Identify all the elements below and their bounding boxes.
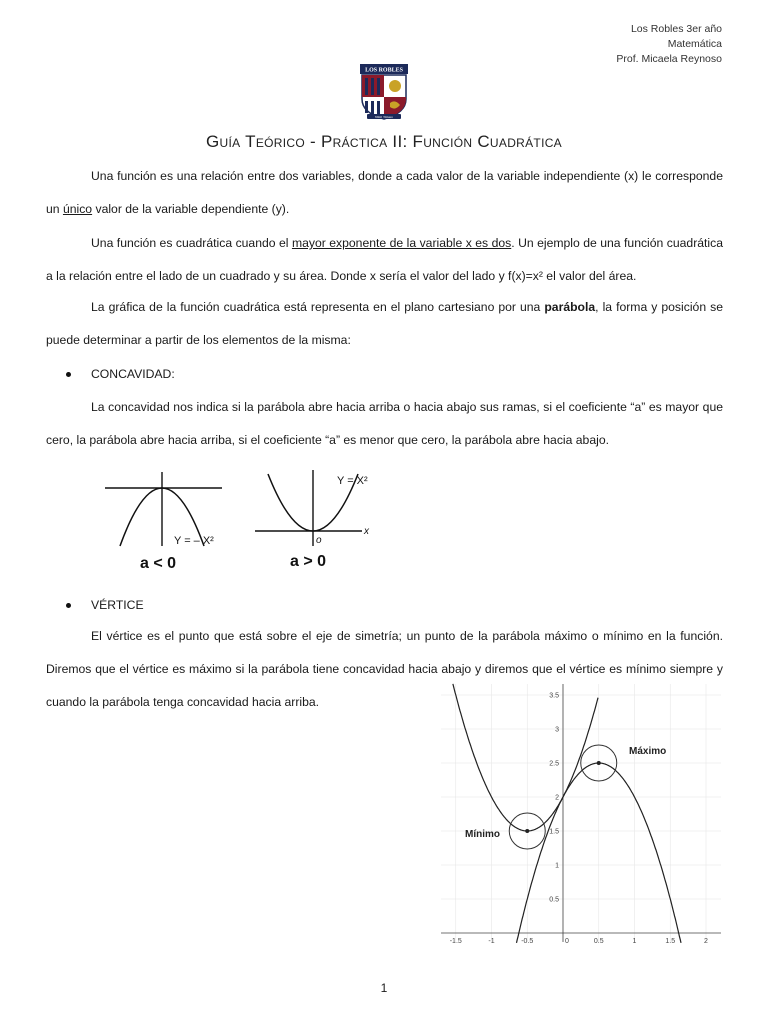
intro-p1-text-b: valor de la variable dependiente (y). <box>92 202 290 216</box>
parabola-up-diagram <box>255 470 370 570</box>
maximum-point <box>597 761 601 765</box>
vertice-heading: VÉRTICE <box>91 598 144 612</box>
vertice-bullet <box>66 598 144 612</box>
y-tick-label: 2 <box>555 794 559 802</box>
upward-parabola-curve <box>453 684 598 831</box>
page-number: 1 <box>380 981 388 995</box>
concavidad-heading: CONCAVIDAD: <box>91 367 175 381</box>
header-subject: Matemática <box>667 38 722 50</box>
right-equation-label: Y = X² <box>337 475 368 487</box>
y-tick-label: 3 <box>555 726 559 734</box>
graph-x-ticks <box>450 938 708 945</box>
x-tick-label: -0.5 <box>521 938 534 945</box>
intro-p1-text-a: Una función es una relación entre dos variables, donde a cada valor de la variable independiente (x) le corresponde un <box>46 169 723 216</box>
intro-p2-underlined: mayor exponente de la variable x es dos <box>291 236 512 250</box>
header-school-year: Los Robles 3er año <box>630 23 722 35</box>
intro-paragraph-1 <box>46 160 723 226</box>
y-tick-label: 1.5 <box>549 828 559 836</box>
graph-y-ticks <box>549 693 559 904</box>
concavity-figure <box>100 468 370 576</box>
right-origin-label: o <box>316 535 322 546</box>
intro-p1-underlined: único <box>62 202 93 216</box>
maximum-label: Máximo <box>629 746 667 757</box>
intro-paragraph-3 <box>46 291 723 357</box>
header-block <box>616 22 722 67</box>
concavidad-bullet <box>66 367 175 381</box>
x-tick-label: 1.5 <box>665 938 676 945</box>
parabola-down-diagram <box>105 472 222 572</box>
concavidad-paragraph: La concavidad nos indica si la parábola abre hacia arriba o hacia abajo sus ramas, si el coeficiente “a” es mayor que cero, la parábola abre hacia arriba, si el coeficiente “a” es menor que cero, la parábola abre hacia abajo. <box>46 400 723 447</box>
left-equation-label: Y = – X² <box>174 535 214 547</box>
bullet-dot-icon <box>66 603 71 608</box>
y-tick-label: 2.5 <box>549 760 559 768</box>
graph-grid <box>441 684 721 942</box>
intro-p3-bold: parábola <box>544 300 596 314</box>
right-x-axis-label: x <box>364 526 369 537</box>
svg-text:Nihil Timere: Nihil Timere <box>375 115 393 119</box>
intro-p2-text-b: . Un ejemplo de una función cuadrática a la relación entre el lado de un cuadrado y su área. Donde x sería el valor del lado y f(x)=x² el valor del área. <box>46 236 724 283</box>
intro-paragraph-2 <box>46 227 723 293</box>
left-caption: a < 0 <box>140 555 177 572</box>
x-tick-label: 1 <box>632 938 637 945</box>
vertice-paragraph-1: El vértice es el punto que está sobre el eje de simetría; un punto de la parábola máximo o mínimo en la función. Diremos que el vértice es máximo si la parábola tiene concavidad hacia abajo y diremos que el vértice es mínimo siempre y cuando la parábola tenga concavidad hacia arriba. <box>46 629 723 709</box>
intro-p3-text-b: , la forma y posición se puede determinar a partir de los elementos de la misma: <box>46 300 723 347</box>
y-tick-label: 0.5 <box>549 896 559 904</box>
intro-p3-text-a: La gráfica de la función cuadrática está representa en el plano cartesiano por una <box>91 300 545 314</box>
max-min-graph <box>437 680 725 950</box>
page-title: Guía Teórico - Práctica II: Función Cuadrática <box>206 132 562 151</box>
x-tick-label: -1.5 <box>449 938 462 945</box>
right-caption: a > 0 <box>290 553 327 570</box>
minimum-label: Mínimo <box>465 829 500 840</box>
x-tick-label: 0 <box>565 938 569 945</box>
school-crest-logo <box>359 63 409 121</box>
x-tick-label: 0.5 <box>593 938 604 945</box>
y-tick-label: 1 <box>555 862 559 870</box>
minimum-point <box>525 829 529 833</box>
intro-p2-text-a: Una función es cuadrática cuando el <box>91 236 292 250</box>
x-tick-label: -1 <box>488 938 495 945</box>
header-teacher: Prof. Micaela Reynoso <box>616 53 722 65</box>
bullet-dot-icon <box>66 372 71 377</box>
x-tick-label: 2 <box>704 938 708 945</box>
svg-text:LOS ROBLES: LOS ROBLES <box>365 67 403 74</box>
y-tick-label: 3.5 <box>549 692 559 700</box>
